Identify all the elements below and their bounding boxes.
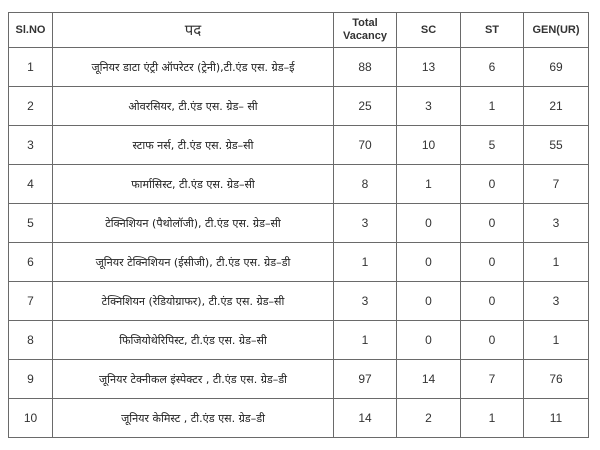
- cell-total-vacancy: 70: [334, 126, 397, 165]
- cell-total-vacancy: 88: [334, 48, 397, 87]
- cell-total-vacancy: 25: [334, 87, 397, 126]
- cell-sc: 3: [397, 87, 461, 126]
- cell-total-vacancy: 14: [334, 399, 397, 438]
- cell-sl-no: 10: [9, 399, 53, 438]
- cell-post-name: टेक्निशियन (रेडियोग्राफर), टी.एंड एस. ग्रेड–सी: [53, 282, 334, 321]
- cell-gen-ur: 69: [524, 48, 589, 87]
- table-header-row: [9, 13, 589, 48]
- cell-gen-ur: 21: [524, 87, 589, 126]
- table-row: [9, 48, 589, 87]
- cell-sl-no: 3: [9, 126, 53, 165]
- cell-gen-ur: 3: [524, 204, 589, 243]
- table-row: [9, 282, 589, 321]
- cell-total-vacancy: 3: [334, 204, 397, 243]
- cell-sc: 14: [397, 360, 461, 399]
- cell-total-vacancy: 1: [334, 321, 397, 360]
- cell-total-vacancy: 3: [334, 282, 397, 321]
- cell-sl-no: 6: [9, 243, 53, 282]
- cell-sc: 2: [397, 399, 461, 438]
- cell-st: 7: [461, 360, 524, 399]
- cell-sc: 1: [397, 165, 461, 204]
- cell-st: 0: [461, 204, 524, 243]
- cell-post-name: जूनियर टेक्निशियन (ईसीजी), टी.एंड एस. ग्रेड–डी: [53, 243, 334, 282]
- cell-gen-ur: 11: [524, 399, 589, 438]
- cell-sl-no: 7: [9, 282, 53, 321]
- header-gen-ur: GEN(UR): [524, 13, 589, 48]
- cell-sc: 0: [397, 204, 461, 243]
- table-row: [9, 126, 589, 165]
- cell-gen-ur: 3: [524, 282, 589, 321]
- cell-post-name: फिजियोथेरिपिस्ट, टी.एंड एस. ग्रेड–सी: [53, 321, 334, 360]
- cell-sl-no: 1: [9, 48, 53, 87]
- cell-post-name: जूनियर टेक्नीकल इंस्पेक्टर , टी.एंड एस. ग्रेड–डी: [53, 360, 334, 399]
- cell-st: 1: [461, 87, 524, 126]
- cell-post-name: स्टाफ नर्स, टी.एंड एस. ग्रेड–सी: [53, 126, 334, 165]
- cell-sc: 0: [397, 282, 461, 321]
- cell-total-vacancy: 1: [334, 243, 397, 282]
- table-row: [9, 399, 589, 438]
- header-sc: SC: [397, 13, 461, 48]
- table-row: [9, 87, 589, 126]
- cell-sl-no: 8: [9, 321, 53, 360]
- table-row: [9, 243, 589, 282]
- table-row: [9, 321, 589, 360]
- cell-post-name: टेक्निशियन (पैथोलॉजी), टी.एंड एस. ग्रेड–सी: [53, 204, 334, 243]
- header-total-vacancy: Total Vacancy: [334, 13, 397, 48]
- header-st: ST: [461, 13, 524, 48]
- cell-post-name: फार्मासिस्ट, टी.एंड एस. ग्रेड–सी: [53, 165, 334, 204]
- cell-post-name: ओवरसियर, टी.एंड एस. ग्रेड– सी: [53, 87, 334, 126]
- cell-sl-no: 2: [9, 87, 53, 126]
- cell-total-vacancy: 97: [334, 360, 397, 399]
- cell-st: 0: [461, 165, 524, 204]
- cell-post-name: जूनियर केमिस्ट , टी.एंड एस. ग्रेड–डी: [53, 399, 334, 438]
- table-row: [9, 204, 589, 243]
- table-row: [9, 360, 589, 399]
- cell-gen-ur: 76: [524, 360, 589, 399]
- cell-st: 1: [461, 399, 524, 438]
- cell-st: 0: [461, 321, 524, 360]
- cell-sl-no: 5: [9, 204, 53, 243]
- cell-sc: 0: [397, 321, 461, 360]
- cell-gen-ur: 7: [524, 165, 589, 204]
- cell-sc: 0: [397, 243, 461, 282]
- header-sl-no: Sl.NO: [9, 13, 53, 48]
- cell-st: 6: [461, 48, 524, 87]
- vacancy-table: [8, 12, 589, 438]
- cell-gen-ur: 1: [524, 243, 589, 282]
- cell-post-name: जूनियर डाटा एंट्री ऑपरेटर (ट्रेनी),टी.एंड एस. ग्रेड–ई: [53, 48, 334, 87]
- header-post: पद: [53, 13, 334, 48]
- table-row: [9, 165, 589, 204]
- cell-st: 5: [461, 126, 524, 165]
- cell-sc: 13: [397, 48, 461, 87]
- cell-gen-ur: 55: [524, 126, 589, 165]
- cell-sc: 10: [397, 126, 461, 165]
- cell-sl-no: 4: [9, 165, 53, 204]
- cell-st: 0: [461, 282, 524, 321]
- cell-total-vacancy: 8: [334, 165, 397, 204]
- cell-gen-ur: 1: [524, 321, 589, 360]
- cell-sl-no: 9: [9, 360, 53, 399]
- cell-st: 0: [461, 243, 524, 282]
